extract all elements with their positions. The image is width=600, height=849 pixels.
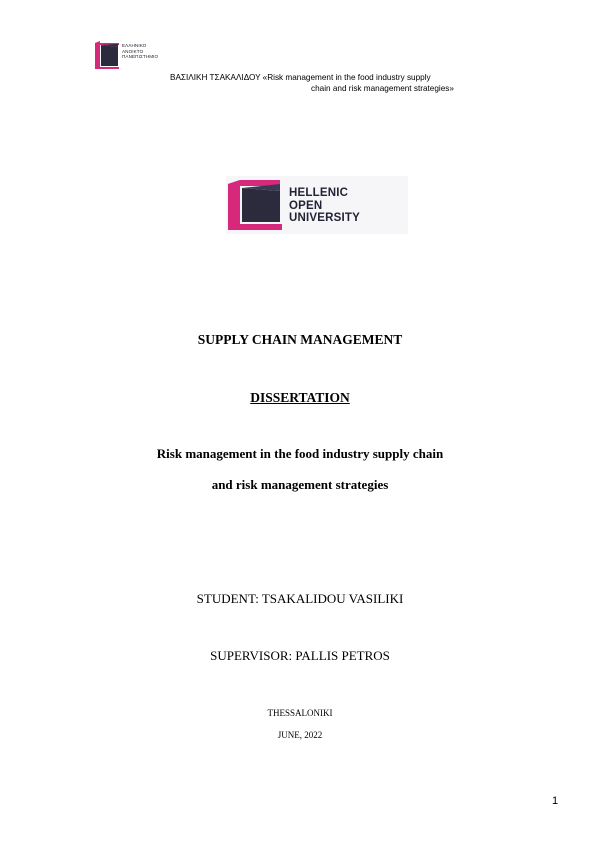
student-name: STUDENT: TSAKALIDOU VASILIKI — [196, 591, 404, 606]
dissertation-title-line-2: and risk management strategies — [211, 477, 389, 492]
logo-word-hellenic: HELLENIC — [289, 187, 349, 199]
logo-word-open: OPEN — [289, 199, 323, 212]
dissertation-title-line-1: Risk management in the food industry supply chain — [156, 446, 444, 461]
logo-word-university: UNIVERSITY — [289, 212, 361, 224]
university-logo-text — [289, 187, 360, 225]
city: THESSALONIKI — [267, 708, 333, 718]
header-logo-line: ΕΛΛΗΝΙΚΟ — [122, 43, 147, 48]
document-type: DISSERTATION — [250, 390, 350, 405]
date: JUNE, 2022 — [277, 730, 323, 740]
university-logo-mark-icon — [226, 178, 286, 232]
header-logo-text — [122, 43, 158, 60]
header-logo-line: ΑΝΟΙΚΤΟ — [122, 48, 144, 54]
header-university-logo — [94, 40, 174, 70]
running-header-line-2: chain and risk management strategies» — [311, 84, 454, 93]
running-header-line-1: ΒΑΣΙΛΙΚΗ ΤΣΑΚΑΛΙΔΟΥ «Risk management in the food industry supply — [170, 73, 431, 82]
header-logo-mark-icon — [94, 40, 122, 70]
university-logo — [226, 176, 408, 234]
running-header — [150, 72, 510, 94]
page-number: 1 — [552, 795, 559, 807]
program-name: SUPPLY CHAIN MANAGEMENT — [197, 332, 403, 347]
header-logo-line: ΠΑΝΕΠΙΣΤΗΜΙΟ — [122, 54, 159, 60]
supervisor-name: SUPERVISOR: PALLIS PETROS — [210, 648, 390, 663]
